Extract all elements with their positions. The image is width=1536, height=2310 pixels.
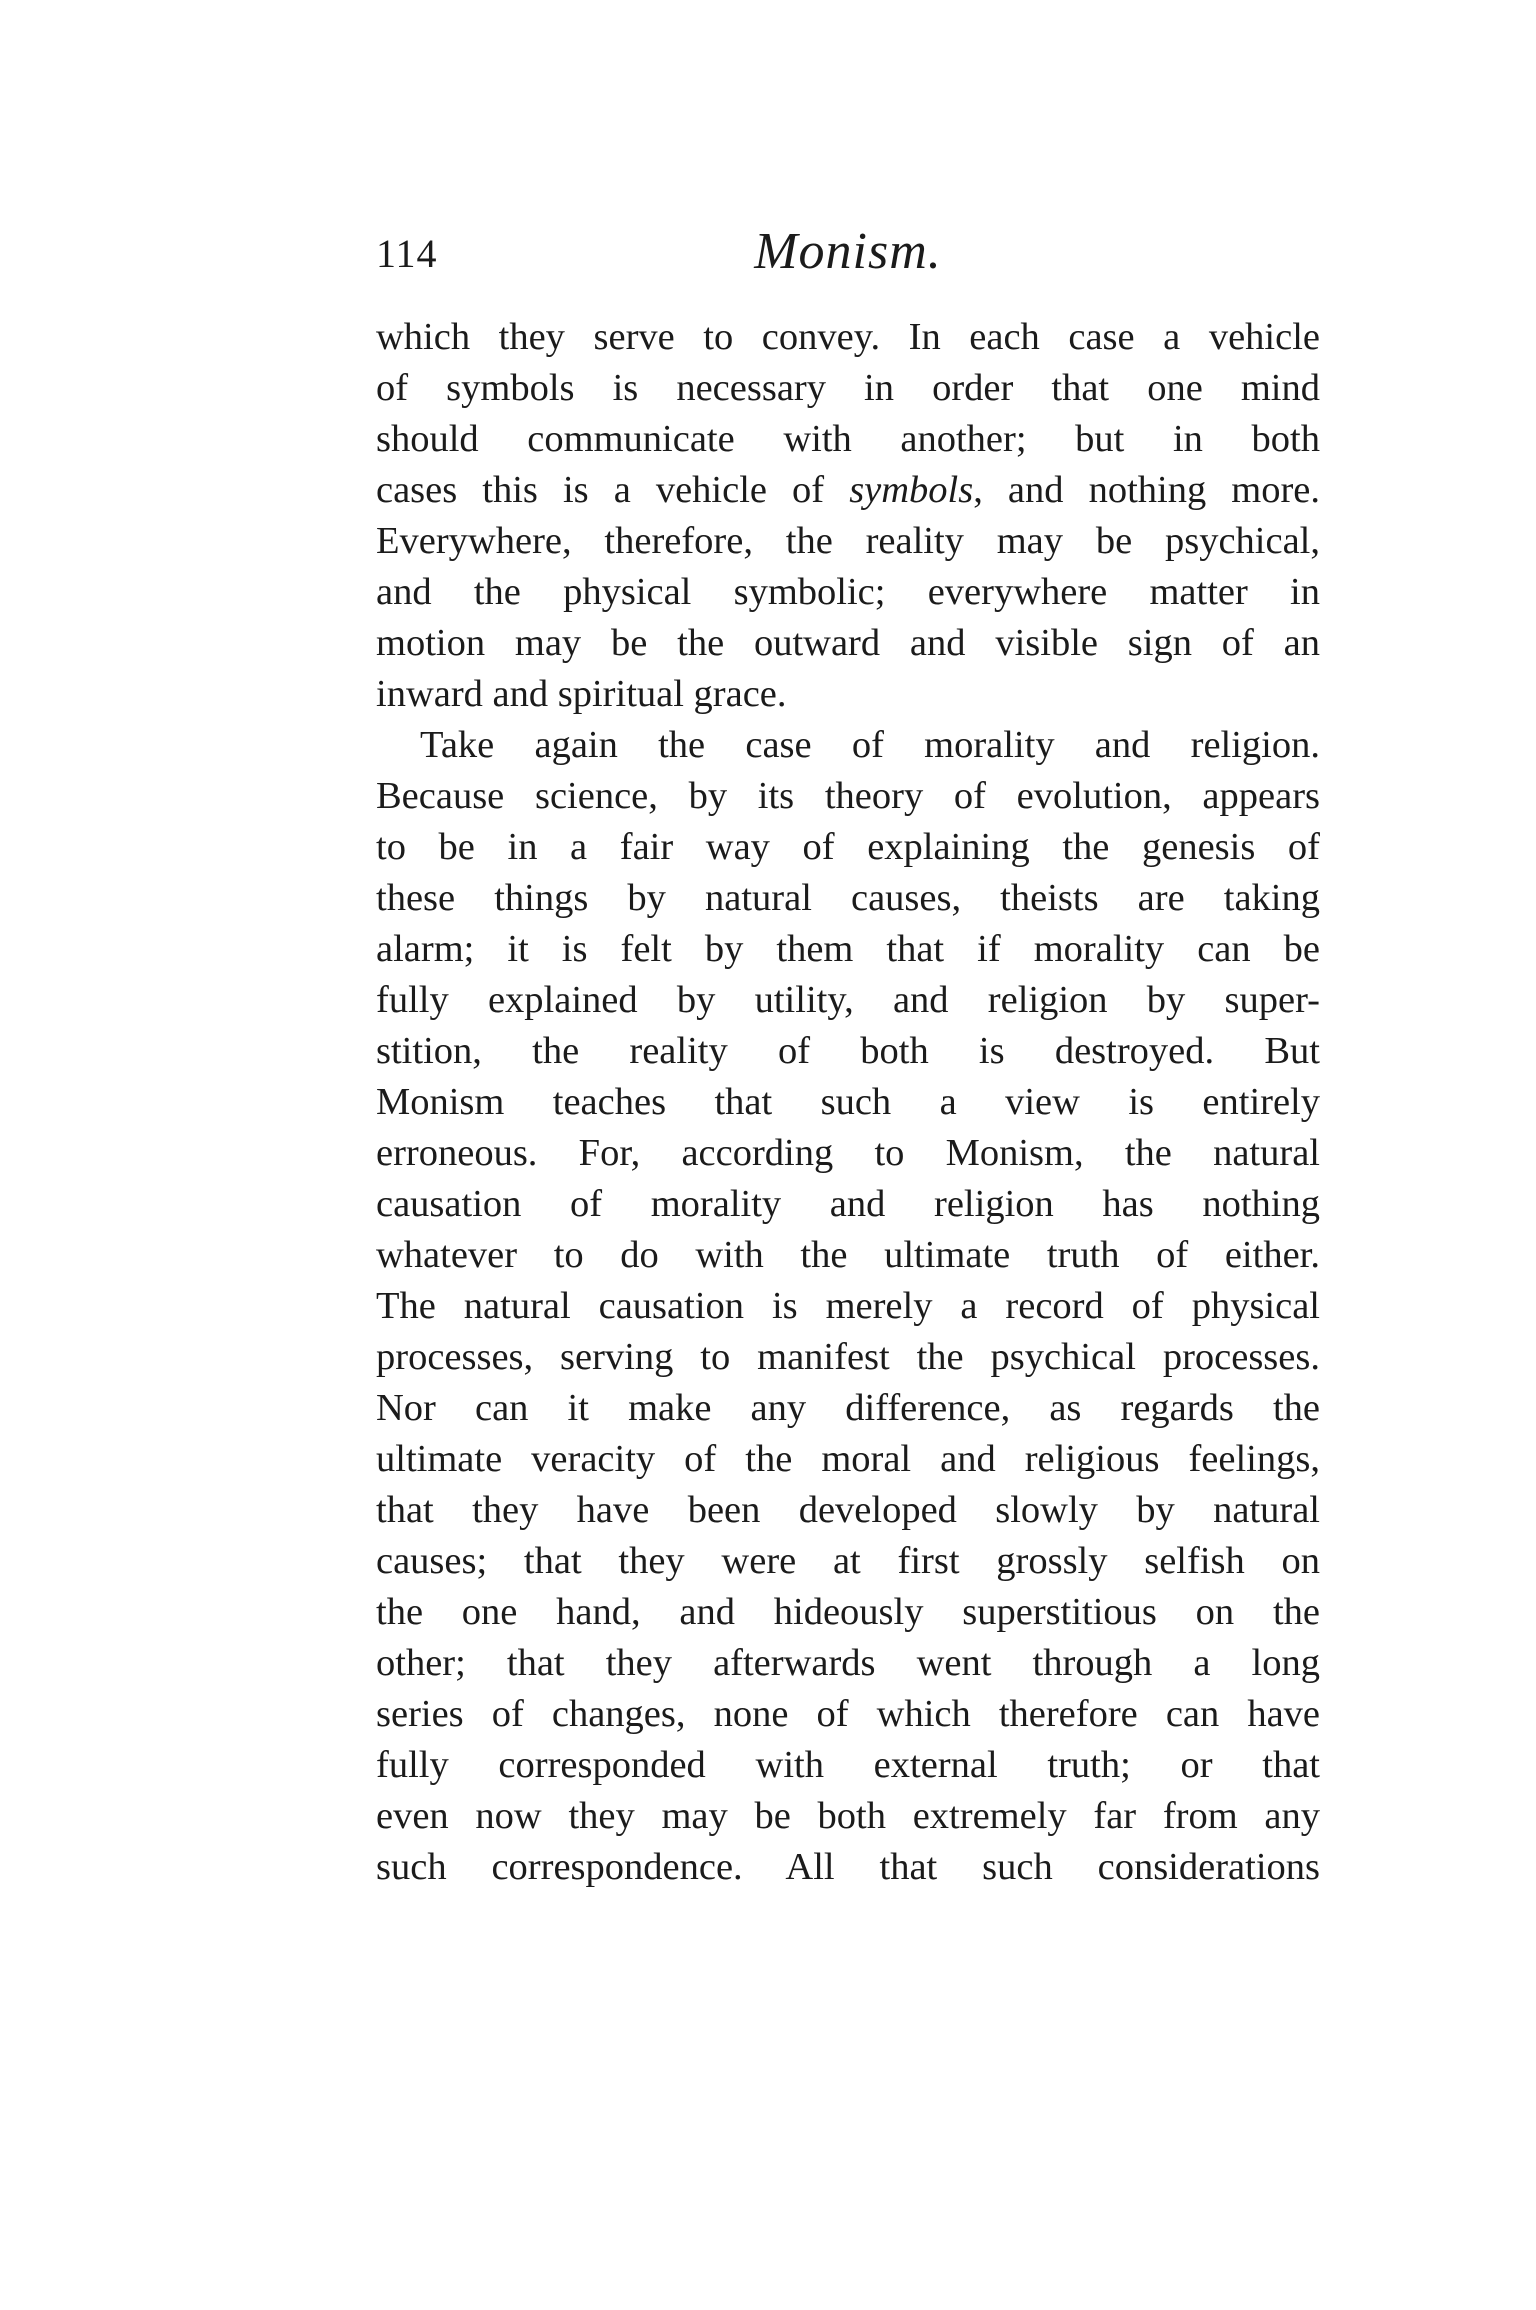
text-line: Take again the case of morality and religion.: [420, 724, 1320, 766]
text-line: The natural causation is merely a record of physical: [376, 1285, 1320, 1327]
text-line: Nor can it make any difference, as regards the: [376, 1387, 1320, 1429]
text-line: and the physical symbolic; everywhere matter in: [376, 571, 1320, 613]
text-line: Monism teaches that such a view is entirely: [376, 1081, 1320, 1123]
text-line: motion may be the outward and visible sign of an: [376, 622, 1320, 664]
page-header: [376, 222, 1320, 282]
text-line-with-emphasis: [376, 465, 1320, 516]
text-line: even now they may be both extremely far from any: [376, 1795, 1320, 1837]
text-line: Because science, by its theory of evolution, appears: [376, 775, 1320, 817]
text-line: to be in a fair way of explaining the genesis of: [376, 826, 1320, 868]
text-line: stition, the reality of both is destroyed. But: [376, 1030, 1320, 1072]
text-line: these things by natural causes, theists are taking: [376, 877, 1320, 919]
text-line: causation of morality and religion has nothing: [376, 1183, 1320, 1225]
text-line: processes, serving to manifest the psychical processes.: [376, 1336, 1320, 1378]
emphasized-word: symbols: [849, 469, 974, 511]
text-line: inward and spiritual grace.: [376, 673, 787, 715]
text-line: ultimate veracity of the moral and religious feelings,: [376, 1438, 1320, 1480]
text-line: fully explained by utility, and religion by super-: [376, 979, 1320, 1021]
text-line: whatever to do with the ultimate truth of either.: [376, 1234, 1320, 1276]
body-text: [376, 312, 1320, 1893]
text-segment: cases this is a vehicle of: [376, 469, 850, 511]
text-line: such correspondence. All that such considerations: [376, 1846, 1320, 1888]
text-segment: , and nothing more.: [973, 469, 1320, 511]
text-line: which they serve to convey. In each case a vehicle: [376, 316, 1320, 358]
text-line: alarm; it is felt by them that if morality can be: [376, 928, 1320, 970]
text-line: of symbols is necessary in order that one mind: [376, 367, 1320, 409]
text-line: other; that they afterwards went through a long: [376, 1642, 1320, 1684]
page-number: 114: [376, 231, 438, 276]
text-line: should communicate with another; but in both: [376, 418, 1320, 460]
text-line: causes; that they were at first grossly selfish on: [376, 1540, 1320, 1582]
text-line: fully corresponded with external truth; or that: [376, 1744, 1320, 1786]
text-line: series of changes, none of which therefore can have: [376, 1693, 1320, 1735]
text-line: that they have been developed slowly by natural: [376, 1489, 1320, 1531]
text-line: erroneous. For, according to Monism, the natural: [376, 1132, 1320, 1174]
running-title: Monism.: [754, 223, 942, 280]
text-line: the one hand, and hideously superstitious on the: [376, 1591, 1320, 1633]
text-line: Everywhere, therefore, the reality may be psychical,: [376, 520, 1320, 562]
